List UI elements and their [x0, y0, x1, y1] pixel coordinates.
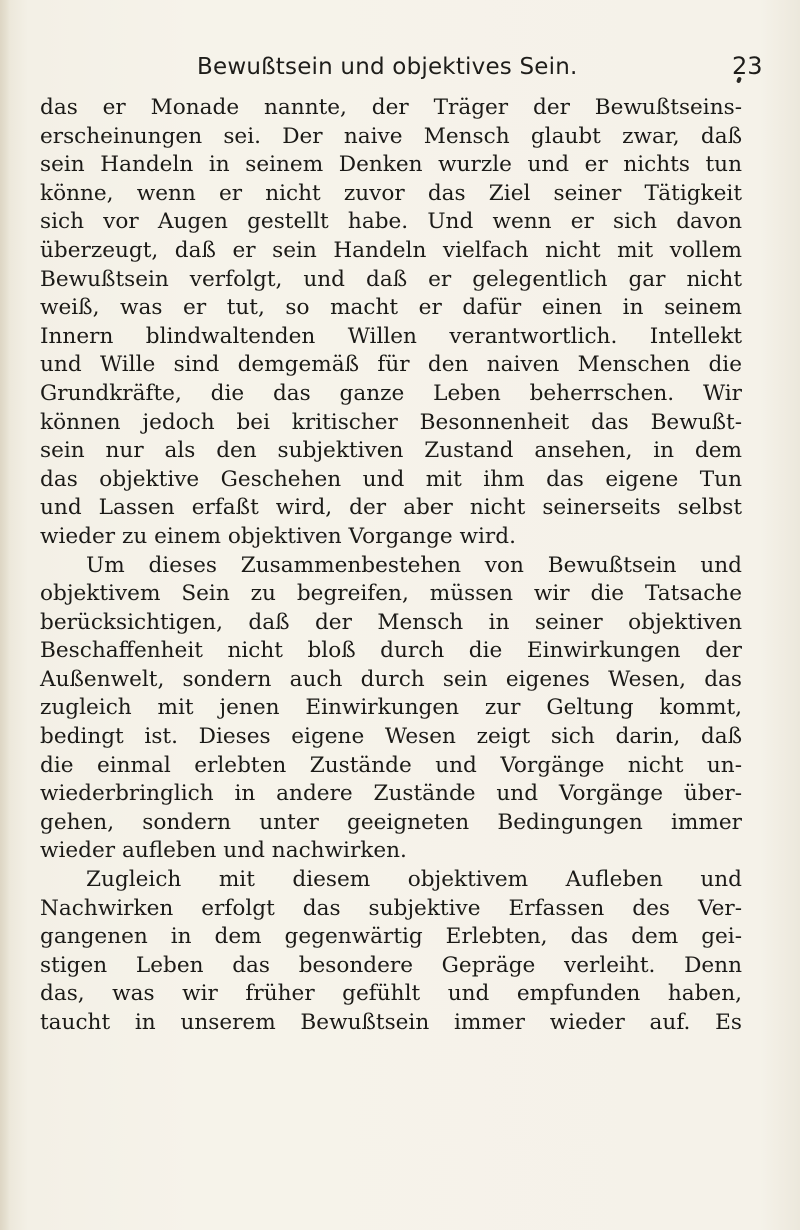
text-line: können jedoch bei kritischer Besonnenheit das Bewußt- [40, 409, 742, 435]
text-line: und Lassen erfaßt wird, der aber nicht seinerseits selbst [40, 495, 742, 521]
text-line: stigen Leben das besondere Gepräge verleiht. Denn [40, 952, 742, 978]
text-line: könne, wenn er nicht zuvor das Ziel seiner Tätigkeit [40, 180, 742, 206]
text-line: Grundkräfte, die das ganze Leben beherrschen. Wir [40, 380, 742, 406]
text-line: das, was wir früher gefühlt und empfunden haben, [40, 981, 742, 1007]
text-line: zugleich mit jenen Einwirkungen zur Geltung kommt, [40, 695, 742, 721]
text-line: berücksichtigen, daß der Mensch in seiner objektiven [40, 609, 742, 635]
text-line: bedingt ist. Dieses eigene Wesen zeigt sich darin, daß [40, 724, 742, 750]
text-line: weiß, was er tut, so macht er dafür einen in seinem [40, 295, 742, 321]
text-line: Bewußtsein verfolgt, und daß er gelegentlich gar nicht [40, 266, 742, 292]
text-line: taucht in unserem Bewußtsein immer wieder auf. Es [40, 1010, 742, 1035]
text-line: Nachwirken erfolgt das subjektive Erfassen des Ver- [40, 895, 742, 921]
page-number: 23 [732, 52, 763, 80]
text-line: erscheinungen sei. Der naive Mensch glaubt zwar, daß [40, 123, 742, 149]
body-text [40, 94, 742, 1038]
paragraph-start-line: Zugleich mit diesem objektivem Aufleben und [86, 867, 742, 893]
text-line: Beschaffenheit nicht bloß durch die Einwirkungen der [40, 638, 742, 664]
text-line: das objektive Geschehen und mit ihm das eigene Tun [40, 466, 742, 492]
page-gutter-shadow [0, 0, 10, 1230]
running-head: Bewußtsein und objektives Sein. [197, 54, 578, 80]
text-line: sein nur als den subjektiven Zustand ansehen, in dem [40, 438, 742, 464]
text-line: Außenwelt, sondern auch durch sein eigenes Wesen, das [40, 666, 742, 692]
text-line: gangenen in dem gegenwärtig Erlebten, das dem gei- [40, 924, 742, 950]
text-line: gehen, sondern unter geeigneten Bedingungen immer [40, 809, 742, 835]
text-line: überzeugt, daß er sein Handeln vielfach nicht mit vollem [40, 237, 742, 263]
paragraph-end-line: wieder aufleben und nachwirken. [40, 838, 407, 864]
text-line: Innern blindwaltenden Willen verantwortlich. Intellekt [40, 323, 742, 349]
paragraph-end-line: wieder zu einem objektiven Vorgange wird. [40, 523, 516, 549]
text-line: sein Handeln in seinem Denken wurzle und er nichts tun [40, 152, 742, 178]
text-line: objektivem Sein zu begreifen, müssen wir die Tatsache [40, 581, 742, 607]
text-line: sich vor Augen gestellt habe. Und wenn er sich davon [40, 209, 742, 235]
paragraph-start-line: Um dieses Zusammenbestehen von Bewußtsein und [86, 552, 742, 578]
text-line: das er Monade nannte, der Träger der Bewußtseins- [40, 95, 742, 120]
text-line: die einmal erlebten Zustände und Vorgänge nicht un- [40, 752, 742, 778]
page-header [0, 50, 800, 86]
text-line: und Wille sind demgemäß für den naiven Menschen die [40, 352, 742, 378]
text-line: wiederbringlich in andere Zustände und Vorgänge über- [40, 781, 742, 807]
